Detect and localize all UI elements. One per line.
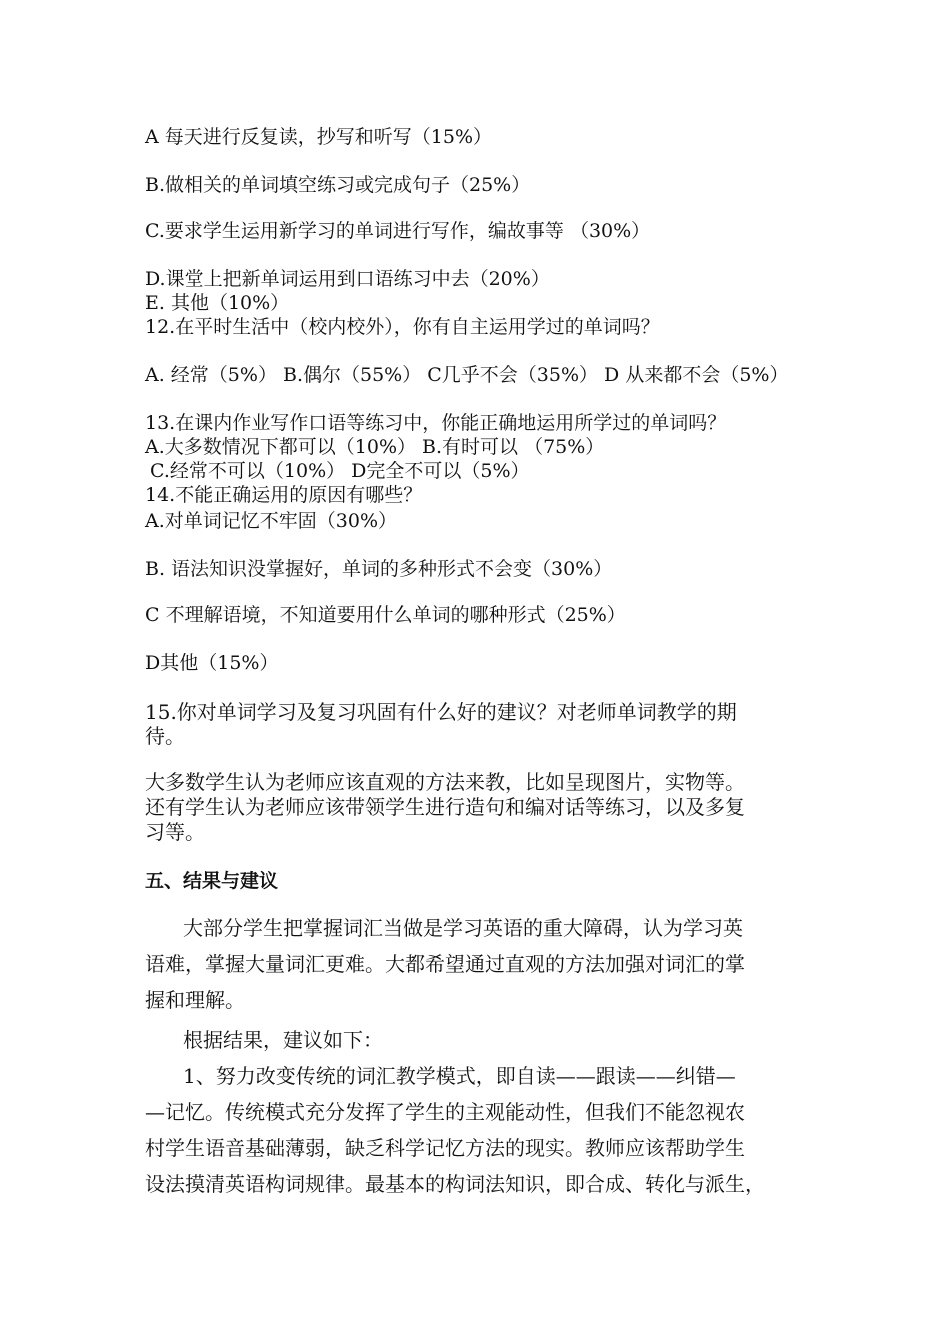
para1-line3: 握和理解。 <box>145 988 245 1012</box>
para3-line4: 设法摸清英语构词规律。最基本的构词法知识，即合成、转化与派生， <box>145 1172 765 1196</box>
q11-option-b: B.做相关的单词填空练习或完成句子（25%） <box>145 174 531 196</box>
para1-line1: 大部分学生把掌握词汇当做是学习英语的重大障碍，认为学习英 <box>183 916 743 940</box>
para3-line2: —记忆。传统模式充分发挥了学生的主观能动性，但我们不能忽视农 <box>145 1100 745 1124</box>
q14-option-b: B. 语法知识没掌握好，单词的多种形式不会变（30%） <box>145 558 613 580</box>
q11-option-c: C.要求学生运用新学习的单词进行写作，编故事等 （30%） <box>145 220 651 242</box>
q15-question-line1: 15.你对单词学习及复习巩固有什么好的建议？对老师单词教学的期 <box>145 700 737 724</box>
q15-answer-line2: 还有学生认为老师应该带领学生进行造句和编对话等练习，以及多复 <box>145 795 745 819</box>
para2: 根据结果，建议如下： <box>183 1028 383 1052</box>
para3-line1: 1、努力改变传统的词汇教学模式，即自读——跟读——纠错— <box>183 1064 736 1088</box>
q13-question: 13.在课内作业写作口语等练习中，你能正确地运用所学过的单词吗？ <box>145 412 727 434</box>
q11-option-d: D.课堂上把新单词运用到口语练习中去（20%） <box>145 268 550 290</box>
q12-question: 12.在平时生活中（校内校外），你有自主运用学过的单词吗？ <box>145 316 660 338</box>
q14-option-d: D其他（15%） <box>145 652 279 674</box>
q11-option-a: A 每天进行反复读，抄写和听写（15%） <box>145 126 492 148</box>
q13-options-line2: C.经常不可以（10%） D完全不可以（5%） <box>150 460 530 482</box>
q15-answer-line1: 大多数学生认为老师应该直观的方法来教，比如呈现图片，实物等。 <box>145 770 745 794</box>
para3-line3: 村学生语音基础薄弱，缺乏科学记忆方法的现实。教师应该帮助学生 <box>145 1136 745 1160</box>
q14-option-c: C 不理解语境，不知道要用什么单词的哪种形式（25%） <box>145 604 626 626</box>
q14-option-a: A.对单词记忆不牢固（30%） <box>145 510 397 532</box>
section-heading: 五、结果与建议 <box>145 870 279 892</box>
q11-option-e: E. 其他（10%） <box>145 292 290 314</box>
q13-options-line1: A.大多数情况下都可以（10%） B.有时可以 （75%） <box>145 436 605 458</box>
q15-question-line2: 待。 <box>145 724 185 748</box>
para1-line2: 语难，掌握大量词汇更难。大都希望通过直观的方法加强对词汇的掌 <box>145 952 745 976</box>
q14-question: 14.不能正确运用的原因有哪些？ <box>145 484 423 506</box>
q12-options: A. 经常（5%） B.偶尔（55%） C几乎不会（35%） D 从来都不会（5%） <box>145 364 789 386</box>
q15-answer-line3: 习等。 <box>145 820 205 844</box>
